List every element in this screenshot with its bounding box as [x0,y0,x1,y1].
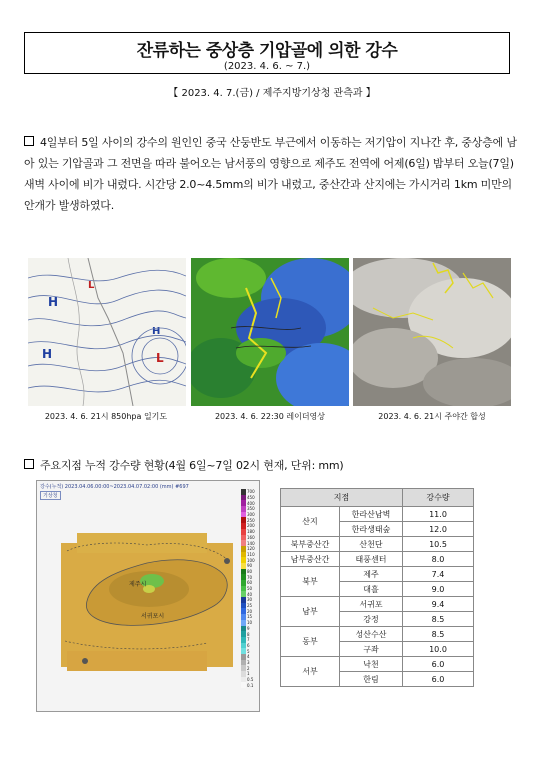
legend-label: 0.5 [247,677,254,683]
region-cell: 남부중산간 [281,552,340,567]
region-cell: 서부 [281,657,340,687]
table-row [281,567,474,582]
legend-label: 110 [247,551,255,557]
legend-label: 50 [247,586,253,592]
legend-label: 15 [247,614,253,620]
legend-label: 70 [247,574,253,580]
legend-label: 400 [247,500,255,506]
region-cell: 북부중산간 [281,537,340,552]
title-box [24,32,510,74]
table-header-rainfall: 강수량 [403,489,474,507]
svg-text:H: H [48,295,59,309]
table-row [281,507,474,522]
station-cell: 한림 [340,672,403,687]
legend-label: 6 [247,642,250,648]
region-cell: 북부 [281,567,340,597]
value-cell: 11.0 [403,507,474,522]
document-subtitle: (2023. 4. 6. ~ 7.) [223,61,311,72]
value-cell: 8.5 [403,627,474,642]
legend-label: 1 [247,671,250,677]
station-cell: 성산수산 [340,627,403,642]
value-cell: 8.5 [403,612,474,627]
value-cell: 12.0 [403,522,474,537]
legend-label: 200 [247,523,255,529]
station-cell: 대흘 [340,582,403,597]
rainfall-table [280,488,474,687]
legend-label: 450 [247,495,255,501]
satellite-caption: 2023. 4. 6. 21시 주야간 합성 [378,412,486,421]
table-header-station: 지점 [281,489,403,507]
value-cell: 9.0 [403,582,474,597]
region-cell: 산지 [281,507,340,537]
legend-label: 0.1 [247,682,254,688]
region-cell: 동부 [281,627,340,657]
radar-caption: 2023. 4. 6. 22:30 레이더영상 [214,412,326,421]
table-row [281,657,474,672]
legend-label: 100 [247,557,255,563]
legend-label: 2 [247,665,250,671]
svg-text:H: H [152,326,161,337]
map-label-seogwipo: 서귀포시 [141,613,165,620]
legend-swatch [241,682,246,688]
satellite-image [353,258,511,406]
map-label-jeju: 제주시 [129,581,147,588]
svg-text:L: L [88,280,95,291]
station-cell: 태풍센터 [340,552,403,567]
table-row [281,537,474,552]
checkbox-icon [24,136,34,146]
summary-text: 4일부터 5일 사이의 강수의 원인인 중국 산둥반도 부근에서 이동하는 저기압이 지나간 후, 중상층에 남아 있는 기압골과 그 전면을 따라 불어오는 남서풍의 영향으로 제주도 전역에 어제(6일) 밤부터 오늘(7일) 새벽 사이에 비가 내렸다. 시간당 2.0~4.5mm의 비가 내렸고, 중산간과 산지에는 가시거리 1km 미만의 안개가 발생하였다. [24,136,517,212]
legend-label: 250 [247,517,255,523]
summary-paragraph [24,132,518,216]
legend-label: 140 [247,540,255,546]
value-cell: 10.0 [403,642,474,657]
value-cell: 6.0 [403,672,474,687]
legend-label: 120 [247,546,255,552]
rainfall-section-title [24,457,344,473]
legend-entry [241,682,257,688]
legend-label: 160 [247,534,255,540]
source-line: 【 2023. 4. 7.(금) / 제주지방기상청 관측과 】 [168,88,376,99]
map-header: 강수(누적) 2023.04.06.00:00~2023.04.07.02:00 (mm) #697 [40,484,189,490]
value-cell: 6.0 [403,657,474,672]
table-row [281,597,474,612]
table-row [281,552,474,567]
station-cell: 한라산남벽 [340,507,403,522]
weather-chart-caption: 2023. 4. 6. 21시 850hpa 일기도 [44,412,168,421]
legend-label: 60 [247,580,253,586]
station-cell: 제주 [340,567,403,582]
map-legend [241,489,257,688]
station-cell: 서귀포 [340,597,403,612]
legend-label: 7 [247,637,250,643]
legend-label: 4 [247,654,250,660]
value-cell: 8.0 [403,552,474,567]
table-row [281,627,474,642]
svg-text:H: H [42,347,53,361]
document-title: 잔류하는 중상층 기압골에 의한 강수 [136,41,398,61]
legend-label: 8 [247,631,250,637]
legend-label: 10 [247,620,253,626]
value-cell: 7.4 [403,567,474,582]
checkbox-icon [24,459,34,469]
value-cell: 9.4 [403,597,474,612]
legend-label: 300 [247,512,255,518]
station-cell: 강정 [340,612,403,627]
station-cell: 한라생태숲 [340,522,403,537]
map-org-badge: 기상청 [40,491,61,500]
legend-label: 350 [247,506,255,512]
legend-label: 700 [247,489,255,495]
value-cell: 10.5 [403,537,474,552]
radar-image [191,258,349,406]
rainfall-map [36,480,260,712]
region-cell: 남부 [281,597,340,627]
legend-label: 80 [247,568,253,574]
legend-label: 30 [247,597,253,603]
legend-label: 3 [247,659,250,665]
legend-label: 25 [247,603,253,609]
station-cell: 낙천 [340,657,403,672]
legend-label: 40 [247,591,253,597]
rainfall-section-text: 주요지점 누적 강수량 현황(4월 6일~7일 02시 현재, 단위: mm) [40,459,344,472]
legend-label: 20 [247,608,253,614]
legend-label: 5 [247,648,250,654]
legend-label: 90 [247,563,253,569]
table-header-row [281,489,474,507]
station-cell: 산천단 [340,537,403,552]
weather-chart-image [28,258,186,406]
legend-label: 9 [247,625,250,631]
station-cell: 구좌 [340,642,403,657]
svg-text:L: L [156,351,164,365]
legend-label: 180 [247,529,255,535]
